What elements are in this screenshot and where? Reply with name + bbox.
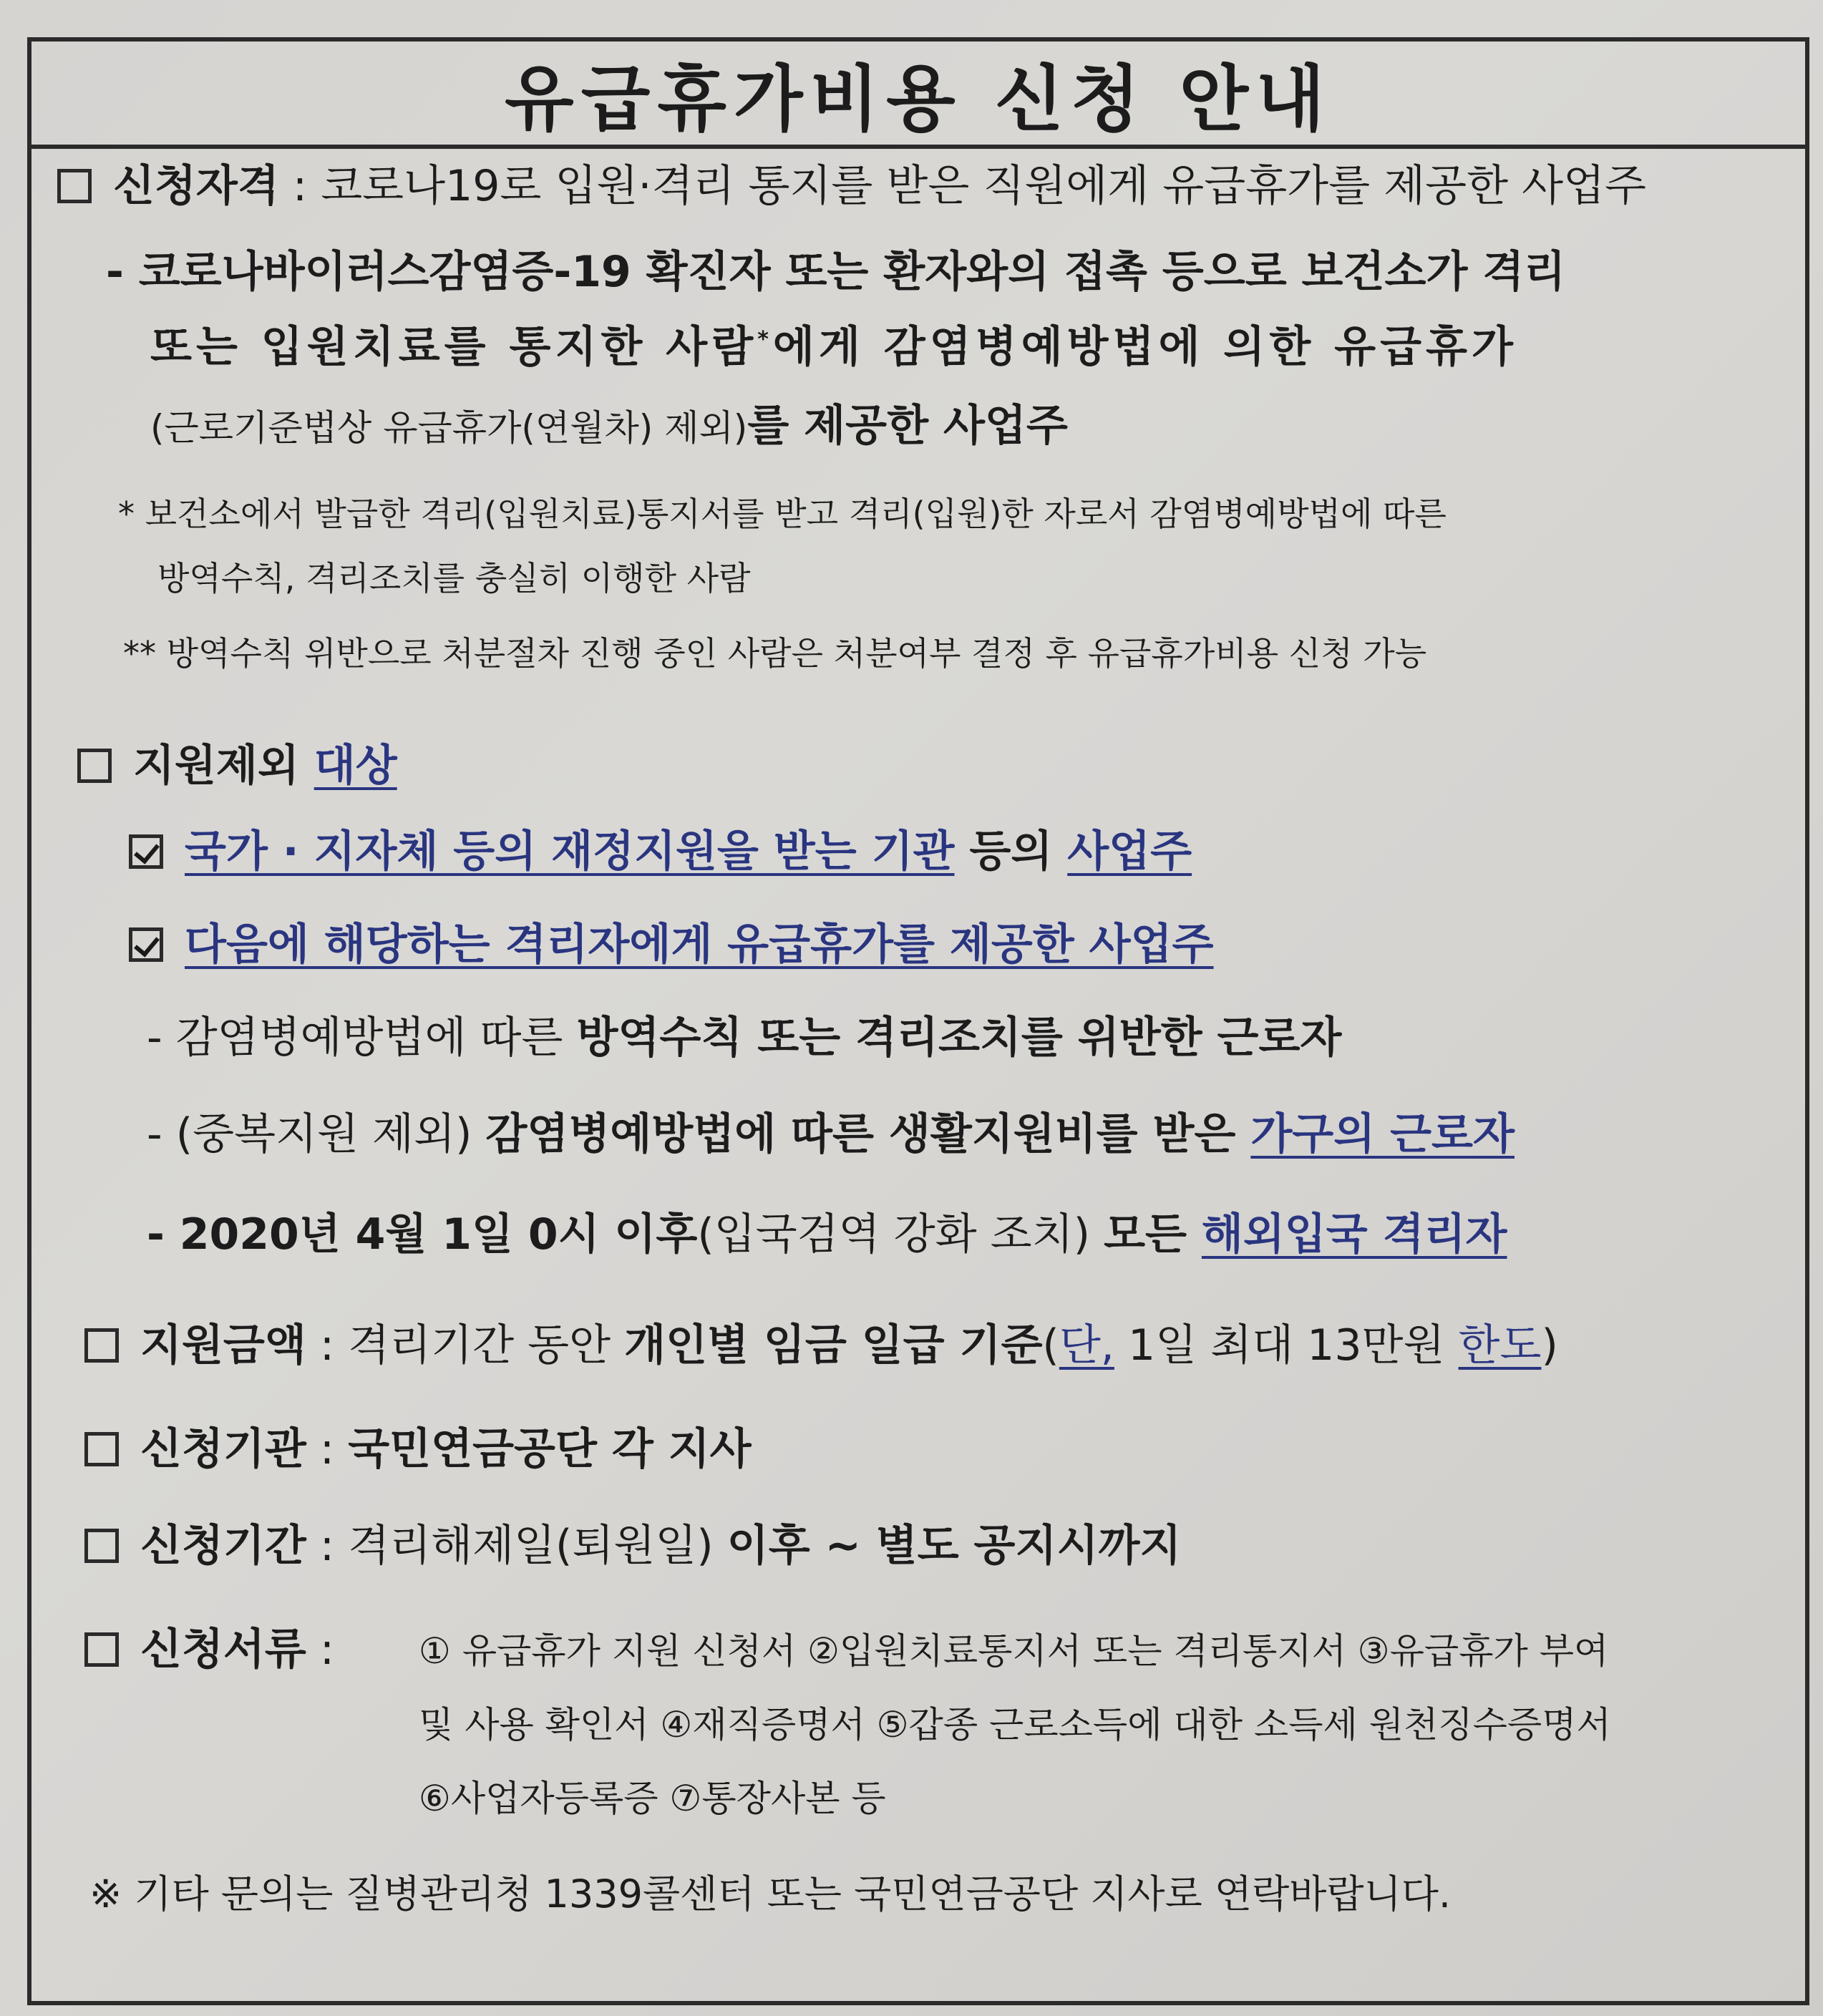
exclusion-item-1b: 등의 <box>954 827 1068 877</box>
period-text-b: 이후 ~ 별도 공지시까지 <box>726 1521 1182 1571</box>
sub-2c: 가구의 근로자 <box>1250 1109 1515 1159</box>
checked-checkbox-icon <box>129 834 163 869</box>
colon: : <box>278 161 321 211</box>
sub-2a: - (중복지원 제외) <box>147 1109 486 1159</box>
detail-3-paren: (근로기준법상 유급휴가(연월차) 제외) <box>150 407 748 449</box>
exclusion-item-1a: 국가 · 지자체 등의 재정지원을 받는 기관 <box>185 827 955 877</box>
sub-3d: 해외입국 격리자 <box>1201 1209 1507 1260</box>
exclusion-row <box>77 741 397 791</box>
checkbox-icon <box>84 1632 119 1667</box>
exclusion-item-2-text: 다음에 해당하는 격리자에게 유급휴가를 제공한 사업주 <box>185 920 1214 970</box>
exclusion-item-1 <box>129 827 1192 877</box>
documents-line-2: 및 사용 확인서 ④재직증명서 ⑤갑종 근로소득에 대한 소득세 원천징수증명서 <box>419 1704 1611 1745</box>
period-row <box>84 1521 1182 1571</box>
note-2-text: 방역수칙 위반으로 처분절차 진행 중인 사람은 처분여부 결정 후 유급휴가비용 신청 가능 <box>166 634 1427 673</box>
eligibility-detail-3 <box>150 401 1068 451</box>
exclusion-item-1c: 사업주 <box>1067 827 1192 877</box>
documents-label: 신청서류 <box>140 1625 306 1675</box>
exclusion-sub-2 <box>147 1109 1515 1159</box>
checked-checkbox-icon <box>129 927 163 962</box>
note-1-mark: * <box>118 495 135 533</box>
exclusion-sub-3 <box>147 1209 1507 1260</box>
documents-line-1: ① 유급휴가 지원 신청서 ②입원치료통지서 또는 격리통지서 ③유급휴가 부여 <box>419 1630 1609 1672</box>
page-title: 유급휴가비용 신청 안내 <box>505 57 1332 141</box>
period-text-a: 격리해제일(퇴원일) <box>348 1521 727 1571</box>
title-bar <box>31 42 1805 149</box>
exclusion-item-2 <box>129 920 1214 970</box>
colon: : <box>306 1424 349 1474</box>
amount-paren-open: ( <box>1042 1320 1059 1370</box>
period-label: 신청기간 <box>140 1521 306 1571</box>
checkbox-icon <box>77 749 112 783</box>
sub-2b: 감염병예방법에 따른 생활지원비를 받은 <box>485 1109 1251 1159</box>
colon: : <box>306 1320 349 1370</box>
checkbox-icon <box>84 1432 119 1466</box>
eligibility-detail-2 <box>150 322 1517 372</box>
footnote-marker: * <box>757 327 773 352</box>
detail-2a: 또는 입원치료를 통지한 사람 <box>150 322 758 372</box>
sub-3c: 모든 <box>1104 1209 1202 1260</box>
eligibility-label: 신청자격 <box>113 161 279 211</box>
amount-text-d: 단, <box>1059 1320 1114 1370</box>
amount-text-e: 1일 최대 13만원 <box>1114 1320 1459 1370</box>
amount-text-f: 한도 <box>1458 1320 1542 1370</box>
checkbox-icon <box>57 169 92 203</box>
note-2-mark: ** <box>123 634 156 673</box>
exclusion-sub-1 <box>147 1013 1342 1063</box>
colon: : <box>306 1625 335 1675</box>
documents-row <box>84 1625 335 1675</box>
note-2 <box>123 634 1427 673</box>
amount-text-b: 개인별 임금 일급 기준 <box>624 1320 1043 1370</box>
amount-row <box>84 1320 1558 1370</box>
sub-1a: - 감염병예방법에 따른 <box>147 1013 577 1063</box>
eligibility-detail-1: - 코로나바이러스감염증-19 확진자 또는 환자와의 접촉 등으로 보건소가 격리 <box>106 247 1566 297</box>
checkbox-icon <box>84 1529 119 1563</box>
colon: : <box>306 1521 349 1571</box>
exclusion-label: 지원제외 <box>133 741 314 791</box>
eligibility-text: 코로나19로 입원·격리 통지를 받은 직원에게 유급휴가를 제공한 사업주 <box>321 161 1647 211</box>
exclusion-label-underlined: 대상 <box>313 741 397 791</box>
agency-label: 신청기관 <box>140 1424 306 1474</box>
amount-paren-close: ) <box>1541 1320 1558 1370</box>
footer-note: ※ 기타 문의는 질병관리청 1339콜센터 또는 국민연금공단 지사로 연락바랍니다. <box>89 1871 1452 1917</box>
amount-text-a: 격리기간 동안 <box>348 1320 625 1370</box>
sub-1b: 방역수칙 또는 격리조치를 위반한 근로자 <box>576 1013 1342 1063</box>
detail-2b: 에게 감염병예방법에 의한 유급휴가 <box>772 322 1517 372</box>
note-1-line-2: 방역수칙, 격리조치를 충실히 이행한 사람 <box>157 559 751 598</box>
agency-text: 국민연금공단 각 지사 <box>348 1424 752 1474</box>
sub-3b: (입국검역 강화 조치) <box>697 1209 1104 1260</box>
documents-line-3: ⑥사업자등록증 ⑦통장사본 등 <box>419 1778 886 1819</box>
amount-label: 지원금액 <box>140 1320 306 1370</box>
agency-row <box>84 1424 752 1474</box>
eligibility-row <box>57 161 1647 211</box>
note-1-text: 보건소에서 발급한 격리(입원치료)통지서를 받고 격리(입원)한 자로서 감염병예방법에 따른 <box>145 495 1447 533</box>
sub-3a: - 2020년 4월 1일 0시 이후 <box>147 1209 698 1260</box>
note-1-line-1 <box>118 495 1447 533</box>
detail-3b: 를 제공한 사업주 <box>747 401 1068 451</box>
checkbox-icon <box>84 1328 119 1363</box>
